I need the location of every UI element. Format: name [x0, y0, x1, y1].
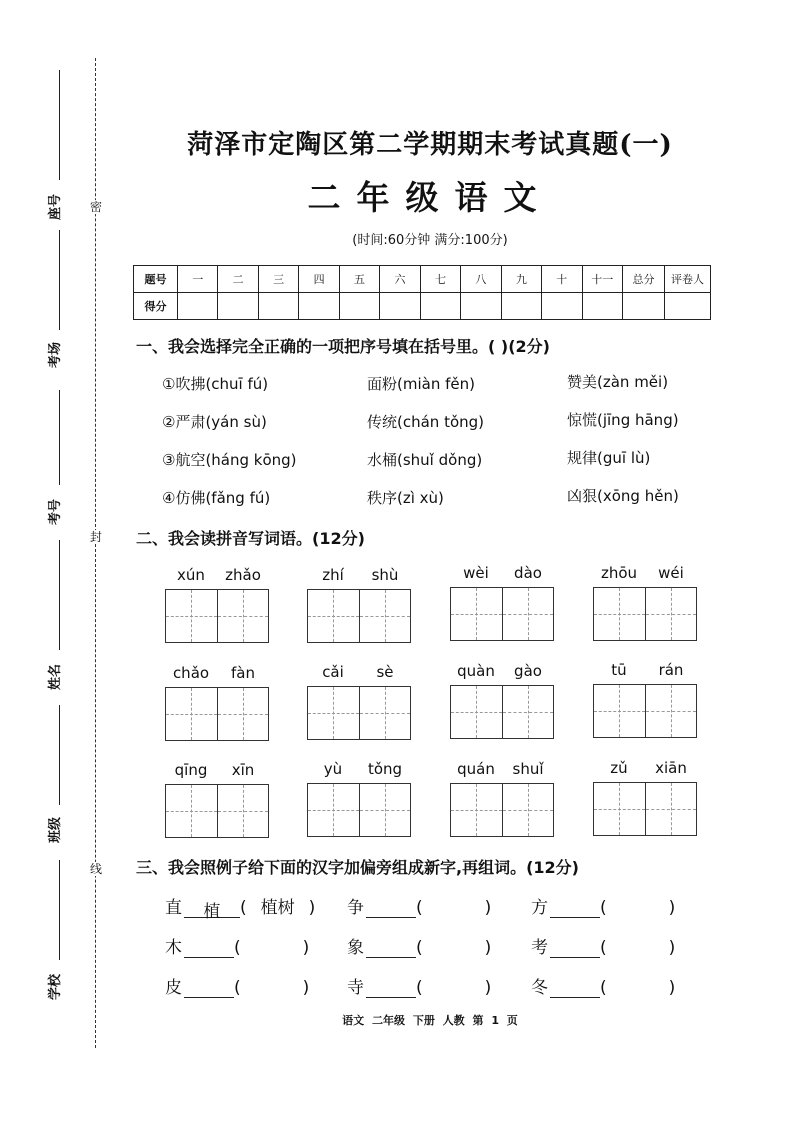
- example-word: 植树: [260, 898, 295, 918]
- paren-close: ): [308, 898, 316, 918]
- writing-grid[interactable]: [165, 687, 269, 741]
- score-cell[interactable]: [582, 293, 622, 320]
- pinyin-label: [593, 564, 697, 586]
- radical-item: [347, 973, 491, 998]
- writing-cell[interactable]: [359, 590, 411, 642]
- score-table-col: 八: [461, 266, 501, 293]
- margin-label: 姓名: [48, 664, 63, 691]
- score-table-col: 评卷人: [665, 266, 711, 293]
- page-footer: 语文 二年级 下册 人教 第 1 页: [342, 1014, 518, 1027]
- option-item: 传统(chán tǒng): [367, 413, 485, 431]
- paren-open: (: [234, 938, 241, 958]
- writing-cell[interactable]: [308, 590, 359, 642]
- radical-item: [347, 893, 491, 918]
- writing-cell[interactable]: [166, 590, 217, 642]
- writing-cell[interactable]: [451, 686, 502, 738]
- paren-open: (: [416, 978, 423, 998]
- pinyin-syllable: rán: [658, 661, 684, 679]
- pinyin-label: [450, 760, 554, 782]
- pinyin-label: [165, 664, 269, 686]
- pinyin-label: [450, 662, 554, 684]
- pinyin-syllable: tǒng: [367, 760, 403, 778]
- seal-char-xian: 线: [86, 862, 106, 876]
- paren-close: ): [302, 978, 310, 998]
- seal-char-mi: 密: [86, 200, 106, 214]
- margin-blank-line: [59, 860, 60, 960]
- writing-grid[interactable]: [165, 784, 269, 838]
- pinyin-syllable: gào: [514, 662, 542, 680]
- writing-cell[interactable]: [308, 784, 359, 836]
- score-cell[interactable]: [501, 293, 541, 320]
- score-table-col: 五: [339, 266, 379, 293]
- pinyin-syllable: zhǎo: [225, 566, 261, 584]
- radical-example: [165, 893, 316, 922]
- option-item: ②严肃(yán sù): [162, 413, 267, 431]
- pinyin-syllable: shù: [371, 566, 399, 584]
- seal-char-feng: 封: [86, 530, 106, 544]
- option-item: 规律(guī lù): [567, 449, 651, 467]
- pinyin-syllable: quàn: [457, 662, 495, 680]
- pinyin-syllable: xún: [177, 566, 205, 584]
- option-item: 面粉(miàn fěn): [367, 375, 475, 393]
- base-char: 木: [165, 938, 182, 958]
- margin-label: 考场: [48, 342, 63, 369]
- base-char: 争: [347, 898, 364, 918]
- radical-item: [531, 973, 675, 998]
- writing-grid[interactable]: [450, 783, 554, 837]
- pinyin-label: [593, 661, 697, 683]
- pinyin-syllable: fàn: [231, 664, 255, 682]
- writing-cell[interactable]: [217, 785, 269, 837]
- pinyin-label: [307, 566, 411, 588]
- margin-field-school: [28, 860, 78, 1010]
- writing-grid[interactable]: [307, 783, 411, 837]
- pinyin-label: [593, 759, 697, 781]
- paren-close: ): [484, 938, 492, 958]
- margin-blank-line: [59, 540, 60, 650]
- option-item: ④仿佛(fǎng fú): [162, 489, 271, 507]
- writing-cell[interactable]: [217, 590, 269, 642]
- score-cell[interactable]: [218, 293, 258, 320]
- paren-open: (: [600, 898, 607, 918]
- score-table-col: 一: [178, 266, 218, 293]
- radical-item: [531, 933, 675, 958]
- radical-row: [165, 893, 725, 922]
- writing-grid[interactable]: [165, 589, 269, 643]
- option-item: ①吹拂(chuī fú): [162, 375, 269, 393]
- pinyin-syllable: zǔ: [610, 759, 628, 777]
- score-table-score-row: [134, 293, 711, 320]
- radical-item: [165, 973, 309, 998]
- writing-cell[interactable]: [594, 685, 645, 737]
- writing-cell[interactable]: [502, 686, 554, 738]
- pinyin-syllable: tū: [611, 661, 627, 679]
- score-table-row-label: 得分: [134, 293, 178, 320]
- score-table-col: 七: [420, 266, 460, 293]
- paren-close: ): [668, 938, 676, 958]
- writing-cell[interactable]: [594, 588, 645, 640]
- paren-open: (: [240, 898, 247, 918]
- score-cell[interactable]: [178, 293, 218, 320]
- pinyin-syllable: sè: [376, 663, 394, 681]
- margin-label: 班级: [48, 817, 63, 844]
- option-item: 凶狠(xōng hěn): [567, 487, 679, 505]
- writing-cell[interactable]: [451, 588, 502, 640]
- pinyin-syllable: yù: [323, 760, 343, 778]
- writing-cell[interactable]: [594, 783, 645, 835]
- writing-grid[interactable]: [593, 587, 697, 641]
- pinyin-syllable: xīn: [231, 761, 255, 779]
- section3-heading: 三、我会照例子给下面的汉字加偏旁组成新字,再组词。(12分): [136, 858, 579, 877]
- base-char: 直: [165, 898, 182, 918]
- writing-grid[interactable]: [450, 685, 554, 739]
- margin-blank-line: [59, 390, 60, 485]
- score-cell[interactable]: [339, 293, 379, 320]
- score-cell[interactable]: [623, 293, 665, 320]
- paren-close: ): [668, 898, 676, 918]
- writing-cell[interactable]: [645, 588, 697, 640]
- score-table-header-row: [134, 266, 711, 293]
- margin-blank-line: [59, 705, 60, 805]
- radical-item: [347, 933, 491, 958]
- score-cell[interactable]: [542, 293, 582, 320]
- margin-field-name: [28, 540, 78, 705]
- base-char: 皮: [165, 978, 182, 998]
- writing-cell[interactable]: [166, 688, 217, 740]
- pinyin-syllable: zhí: [322, 566, 344, 584]
- writing-cell[interactable]: [359, 784, 411, 836]
- new-char-blank[interactable]: [366, 937, 416, 958]
- option-item: 水桶(shuǐ dǒng): [367, 451, 483, 469]
- score-cell[interactable]: [665, 293, 711, 320]
- pinyin-syllable: wéi: [658, 564, 684, 582]
- writing-cell[interactable]: [502, 784, 554, 836]
- new-char-blank[interactable]: [366, 977, 416, 998]
- example-new-char: 植: [184, 897, 240, 918]
- writing-grid[interactable]: [593, 684, 697, 738]
- writing-cell[interactable]: [645, 783, 697, 835]
- base-char: 考: [531, 938, 548, 958]
- pinyin-syllable: qīng: [174, 761, 208, 779]
- writing-cell[interactable]: [359, 687, 411, 739]
- score-cell[interactable]: [420, 293, 460, 320]
- pinyin-label: [450, 564, 554, 586]
- option-item: 惊慌(jīng hāng): [567, 411, 679, 429]
- pinyin-syllable: wèi: [463, 564, 489, 582]
- score-cell[interactable]: [258, 293, 298, 320]
- paren-open: (: [416, 938, 423, 958]
- score-table-col: 二: [218, 266, 258, 293]
- score-table: [133, 265, 711, 320]
- pinyin-label: [165, 761, 269, 783]
- radical-item: [165, 933, 309, 958]
- pinyin-syllable: chǎo: [172, 664, 210, 682]
- base-char: 方: [531, 898, 548, 918]
- option-item: 秩序(zì xù): [367, 489, 444, 507]
- score-table-col: 总分: [623, 266, 665, 293]
- margin-label: 座号: [48, 194, 63, 221]
- writing-grid[interactable]: [450, 587, 554, 641]
- writing-cell[interactable]: [502, 588, 554, 640]
- pinyin-syllable: xiān: [655, 759, 687, 777]
- new-char-blank[interactable]: [550, 937, 600, 958]
- margin-blank-line: [59, 230, 60, 330]
- exam-subtitle: 二年级语文: [307, 178, 553, 217]
- writing-cell[interactable]: [451, 784, 502, 836]
- score-table-row-label: 题号: [134, 266, 178, 293]
- radical-row: [165, 973, 725, 999]
- writing-cell[interactable]: [308, 687, 359, 739]
- exam-time-and-score: (时间:60分钟 满分:100分): [352, 233, 508, 248]
- section1-heading: 一、我会选择完全正确的一项把序号填在括号里。( )(2分): [136, 337, 550, 356]
- new-char-blank[interactable]: [550, 977, 600, 998]
- writing-cell[interactable]: [166, 785, 217, 837]
- writing-grid[interactable]: [593, 782, 697, 836]
- score-table-col: 十一: [582, 266, 622, 293]
- score-table-col: 三: [258, 266, 298, 293]
- paren-close: ): [484, 898, 492, 918]
- exam-title: 菏泽市定陶区第二学期期末考试真题(一): [187, 130, 673, 160]
- paren-open: (: [600, 978, 607, 998]
- writing-grid[interactable]: [307, 686, 411, 740]
- paren-close: ): [302, 938, 310, 958]
- new-char-blank[interactable]: [550, 897, 600, 918]
- score-cell[interactable]: [380, 293, 420, 320]
- margin-blank-line: [59, 70, 60, 180]
- score-table-col: 九: [501, 266, 541, 293]
- writing-cell[interactable]: [645, 685, 697, 737]
- margin-field-exam-number: [28, 390, 78, 540]
- new-char-blank[interactable]: [366, 897, 416, 918]
- margin-label: 学校: [48, 974, 63, 1001]
- paren-close: ): [484, 978, 492, 998]
- paren-open: (: [416, 898, 423, 918]
- paren-open: (: [234, 978, 241, 998]
- radical-row: [165, 933, 725, 959]
- new-char-blank[interactable]: [184, 937, 234, 958]
- base-char: 象: [347, 938, 364, 958]
- score-table-col: 四: [299, 266, 339, 293]
- radical-item: [531, 893, 675, 918]
- section2-heading: 二、我会读拼音写词语。(12分): [136, 529, 365, 548]
- pinyin-label: [307, 760, 411, 782]
- option-item: ③航空(háng kōng): [162, 451, 297, 469]
- pinyin-syllable: zhōu: [600, 564, 638, 582]
- paren-open: (: [600, 938, 607, 958]
- pinyin-syllable: cǎi: [322, 663, 344, 681]
- paren-close: ): [668, 978, 676, 998]
- pinyin-syllable: shuǐ: [512, 760, 544, 778]
- score-table-col: 六: [380, 266, 420, 293]
- base-char: 寺: [347, 978, 364, 998]
- writing-grid[interactable]: [307, 589, 411, 643]
- base-char: 冬: [531, 978, 548, 998]
- score-cell[interactable]: [461, 293, 501, 320]
- margin-field-class: [28, 705, 78, 855]
- pinyin-syllable: dào: [514, 564, 542, 582]
- pinyin-syllable: quán: [457, 760, 495, 778]
- margin-field-room: [28, 230, 78, 390]
- score-table-col: 十: [542, 266, 582, 293]
- pinyin-label: [165, 566, 269, 588]
- option-item: 赞美(zàn měi): [567, 373, 669, 391]
- new-char-blank[interactable]: [184, 977, 234, 998]
- pinyin-label: [307, 663, 411, 685]
- score-cell[interactable]: [299, 293, 339, 320]
- margin-label: 考号: [48, 499, 63, 526]
- writing-cell[interactable]: [217, 688, 269, 740]
- margin-field-seat: [28, 70, 78, 230]
